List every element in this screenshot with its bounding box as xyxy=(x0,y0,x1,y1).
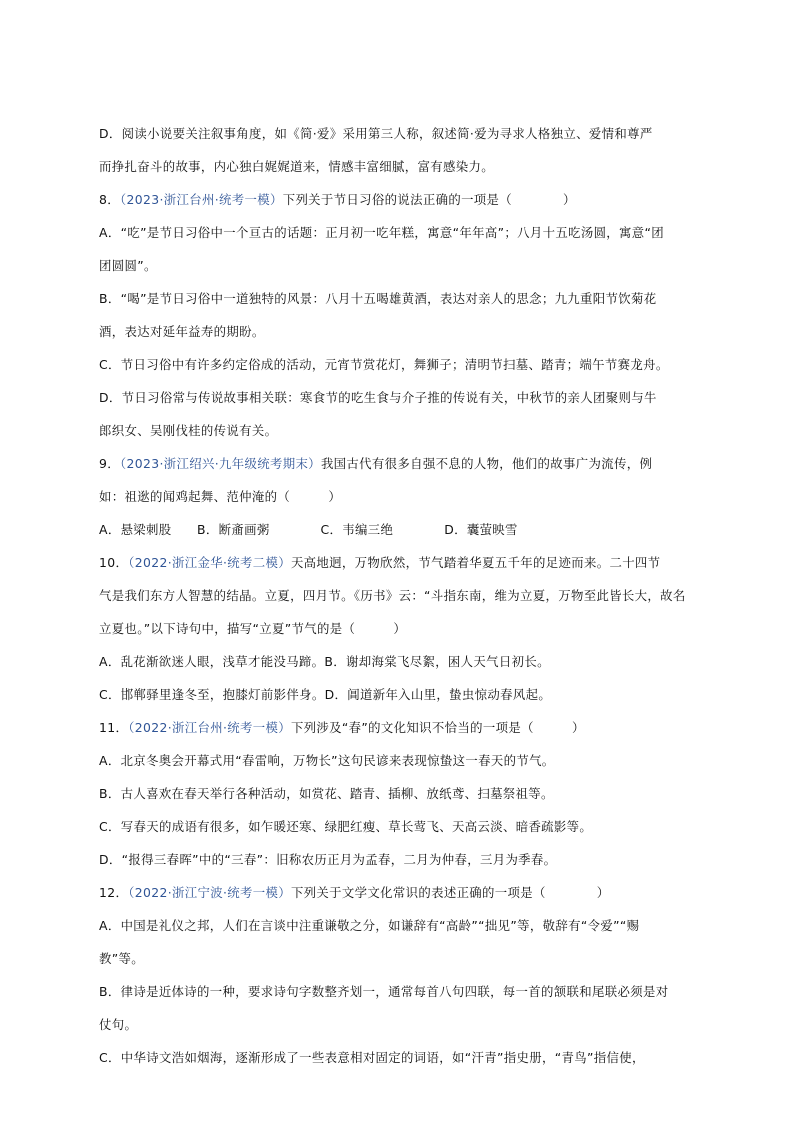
question-10-text-line-3: 立夏也。”以下诗句中，描写“立夏”节气的是（ ） xyxy=(99,621,407,636)
option-d-text-line-1: D．阅读小说要关注叙事角度，如《简·爱》采用第三人称，叙述简·爱为寻求人格独立、爱情和尊严 xyxy=(99,126,653,141)
question-11-number: 11． xyxy=(99,720,129,735)
question-10-text-line-2: 气是我们东方人智慧的结晶。立夏，四月节。《历书》云：“斗指东南，维为立夏，万物至此皆长大，故名 xyxy=(99,588,686,603)
question-9-options: A．悬梁刺股 B．断齑画粥 C．韦编三绝 D．囊萤映雪 xyxy=(99,522,518,537)
question-11-option-b: B．古人喜欢在春天举行各种活动，如赏花、踏青、插柳、放纸鸢、扫墓祭祖等。 xyxy=(99,786,554,801)
question-12-option-a-line-2: 教”等。 xyxy=(99,951,144,966)
question-10-text: 天高地迥，万物欣然，节气踏着华夏五千年的足迹而来。二十四节 xyxy=(290,555,661,570)
question-8-option-a-line-1: A．“吃”是节日习俗中一个亘古的话题：正月初一吃年糕，寓意“年年高”；八月十五吃汤圆，寓意“团 xyxy=(99,225,665,240)
question-11-stem xyxy=(99,720,585,736)
question-12-option-a-line-1: A．中国是礼仪之邦，人们在言谈中注重谦敬之分，如谦辞有“高龄”“拙见”等，敬辞有“令爱”“赐 xyxy=(99,918,640,933)
question-12-option-b-line-2: 仗句。 xyxy=(99,1017,138,1032)
question-9-text: 我国古代有很多自强不息的人物，他们的故事广为流传，例 xyxy=(320,456,653,471)
question-11-source: （2022·浙江台州·统考一模） xyxy=(128,720,291,735)
question-8-option-d-line-1: D．节日习俗常与传说故事相关联：寒食节的吃生食与介子推的传说有关，中秋节的亲人团聚则与牛 xyxy=(99,390,657,405)
question-11-option-a: A．北京冬奥会开幕式用“春雷响，万物长”这句民谚来表现惊蛰这一春天的节气。 xyxy=(99,753,555,768)
question-10-stem xyxy=(99,555,660,571)
question-10-number: 10． xyxy=(99,555,129,570)
question-11-option-c: C．写春天的成语有很多，如乍暖还寒、绿肥红瘦、草长莺飞、天高云淡、暗香疏影等。 xyxy=(99,819,593,834)
question-8-number: 8． xyxy=(99,192,120,207)
question-8-option-b-line-2: 酒，表达对延年益寿的期盼。 xyxy=(99,324,265,339)
question-8-option-d-line-2: 郎织女、吴刚伐桂的传说有关。 xyxy=(99,423,278,438)
question-10-source: （2022·浙江金华·统考二模） xyxy=(128,555,291,570)
question-11-option-d: D．“报得三春晖”中的“三春”：旧称农历正月为孟春，二月为仲春，三月为季春。 xyxy=(99,852,557,867)
question-10-options-cd: C．邯郸驿里逢冬至，抱膝灯前影伴身。D．阊道新年入山里，蛰虫惊动春风起。 xyxy=(99,687,552,702)
question-8-text: 下列关于节日习俗的说法正确的一项是（ ） xyxy=(282,192,576,207)
question-12-source: （2022·浙江宁波·统考一模） xyxy=(128,885,291,900)
question-9-stem xyxy=(99,456,652,472)
option-d-text-line-2: 而挣扎奋斗的故事，内心独白娓娓道来，情感丰富细腻，富有感染力。 xyxy=(99,159,494,174)
question-8-option-c: C．节日习俗中有许多约定俗成的活动，元宵节赏花灯，舞狮子；清明节扫墓、踏青；端午节赛龙舟。 xyxy=(99,357,669,372)
question-12-stem xyxy=(99,885,609,901)
question-9-source: （2023·浙江绍兴·九年级统考期末） xyxy=(119,456,321,471)
question-8-source: （2023·浙江台州·统考一模） xyxy=(119,192,283,207)
question-8-option-a-line-2: 团圆圆”。 xyxy=(99,258,157,273)
question-11-text: 下列涉及“春”的文化知识不恰当的一项是（ ） xyxy=(290,720,585,735)
question-10-options-ab: A．乱花渐欲迷人眼，浅草才能没马蹄。B．谢却海棠飞尽絮，困人天气日初长。 xyxy=(99,654,550,669)
question-8-stem xyxy=(99,192,576,208)
question-9-number: 9． xyxy=(99,456,120,471)
question-12-text: 下列关于文学文化常识的表述正确的一项是（ ） xyxy=(290,885,610,900)
question-8-option-b-line-1: B．“喝”是节日习俗中一道独特的风景：八月十五喝雄黄酒，表达对亲人的思念；九九重阳节饮菊花 xyxy=(99,291,657,306)
question-9-text-line-2: 如：祖逖的闻鸡起舞、范仲淹的（ ） xyxy=(99,489,342,504)
question-12-option-c-line-1: C．中华诗文浩如烟海，逐渐形成了一些表意相对固定的词语，如“汗青”指史册，“青鸟”指信使， xyxy=(99,1050,645,1065)
question-12-number: 12． xyxy=(99,885,129,900)
question-12-option-b-line-1: B．律诗是近体诗的一种，要求诗句字数整齐划一，通常每首八句四联，每一首的颔联和尾联必须是对 xyxy=(99,984,669,999)
